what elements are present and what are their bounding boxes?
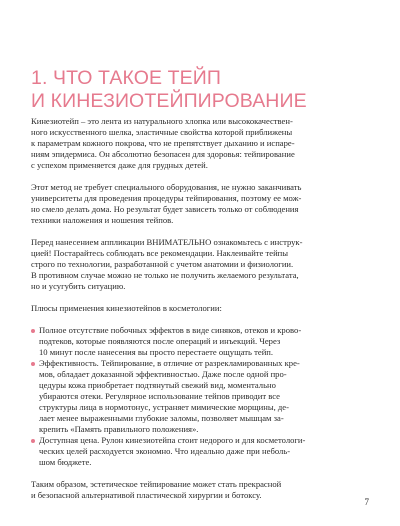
text-line: и безопасной альтернативой пластической хирургии и ботоксу. <box>31 490 262 500</box>
chapter-title-line-1: 1. ЧТО ТАКОЕ ТЕЙП <box>31 67 221 89</box>
text-line: лает менее выраженными глубокие заломы, позволяет мышцам за- <box>39 413 284 423</box>
paragraph-method <box>31 182 370 226</box>
text-line: шом бюджете. <box>39 457 92 467</box>
text-line: техники наложения и ношения тейпов. <box>31 215 174 225</box>
text-line: с успехом применяется даже для грудных детей. <box>31 160 208 170</box>
text-line: ного искусственного шелка, эластичные свойства которой приближены <box>31 127 293 137</box>
text-line: цедуры кожа приобретает подтянутый свежий вид, моментально <box>39 380 276 390</box>
text-line: но и усугубить ситуацию. <box>31 281 126 291</box>
page-number: 7 <box>364 497 369 507</box>
bullet-dot-icon <box>31 439 35 443</box>
text-line: но смело делать дома. Но результат будет зависеть только от соблюдения <box>31 204 299 214</box>
bullet-dot-icon <box>31 329 35 333</box>
bullet-dot-icon <box>31 362 35 366</box>
chapter-title <box>31 67 371 113</box>
paragraph-warning <box>31 237 370 292</box>
text-line: Таким образом, эстетическое тейпирование может стать прекрасной <box>31 479 282 489</box>
text-line: Перед нанесением аппликации ВНИМАТЕЛЬНО ознакомьтесь с инструк- <box>31 237 303 247</box>
text-line: цией! Постарайтесь соблюдать все рекомендации. Наклеивайте тейпы <box>31 248 289 258</box>
text-line: крепить «Память правильного положения». <box>39 424 199 434</box>
text-line: Эффективность. Тейпирование, в отличие от разрекламированных кре- <box>39 358 300 368</box>
paragraph-benefits-intro <box>31 303 370 314</box>
text-line: ниям эпидермиса. Он абсолютно безопасен для здоровья: тейпирование <box>31 149 295 159</box>
text-line: Доступная цена. Рулон кинезиотейпа стоит недорого и для косметологи- <box>39 435 306 445</box>
text-line: В противном случае можно не только не получить желаемого результата, <box>31 270 299 280</box>
list-item <box>31 358 370 435</box>
chapter-title-line-2: И КИНЕЗИОТЕЙПИРОВАНИЕ <box>31 90 307 112</box>
text-line: ческих целей расходуется экономно. Что идеально даже при неболь- <box>39 446 291 456</box>
text-line: структуры лица в нормотонус, устраняет мимические морщины, де- <box>39 402 289 412</box>
paragraph-conclusion <box>31 479 370 501</box>
paragraph-definition <box>31 116 370 171</box>
text-line: строго по технологии, разработанной с учетом анатомии и физиологии. <box>31 259 294 269</box>
list-item <box>31 435 370 468</box>
text-line: Кинезиотейп – это лента из натурального хлопка или высококачествен- <box>31 116 293 126</box>
text-line: 10 минут после нанесения вы просто перестаете ощущать тейп. <box>39 347 274 357</box>
text-line: подтеков, которые появляются после операций и инъекций. Через <box>39 336 281 346</box>
text-line: мов, обладает доказанной эффективностью. Даже после одной про- <box>39 369 287 379</box>
benefits-list <box>31 325 370 468</box>
text-line: университеты для проведения процедуры тейпирования, поэтому ее мож- <box>31 193 302 203</box>
page-body <box>31 116 370 512</box>
text-line: убираются отеки. Регулярное использование тейпов приводит все <box>39 391 280 401</box>
text-line: к параметрам кожного покрова, что не препятствует дыханию и испаре- <box>31 138 295 148</box>
text-line: Полное отсутствие побочных эффектов в виде синяков, отеков и крово- <box>39 325 302 335</box>
text-line: Плюсы применения кинезиотейпов в косметологии: <box>31 303 222 313</box>
text-line: Этот метод не требует специального оборудования, не нужно заканчивать <box>31 182 302 192</box>
list-item <box>31 325 370 358</box>
